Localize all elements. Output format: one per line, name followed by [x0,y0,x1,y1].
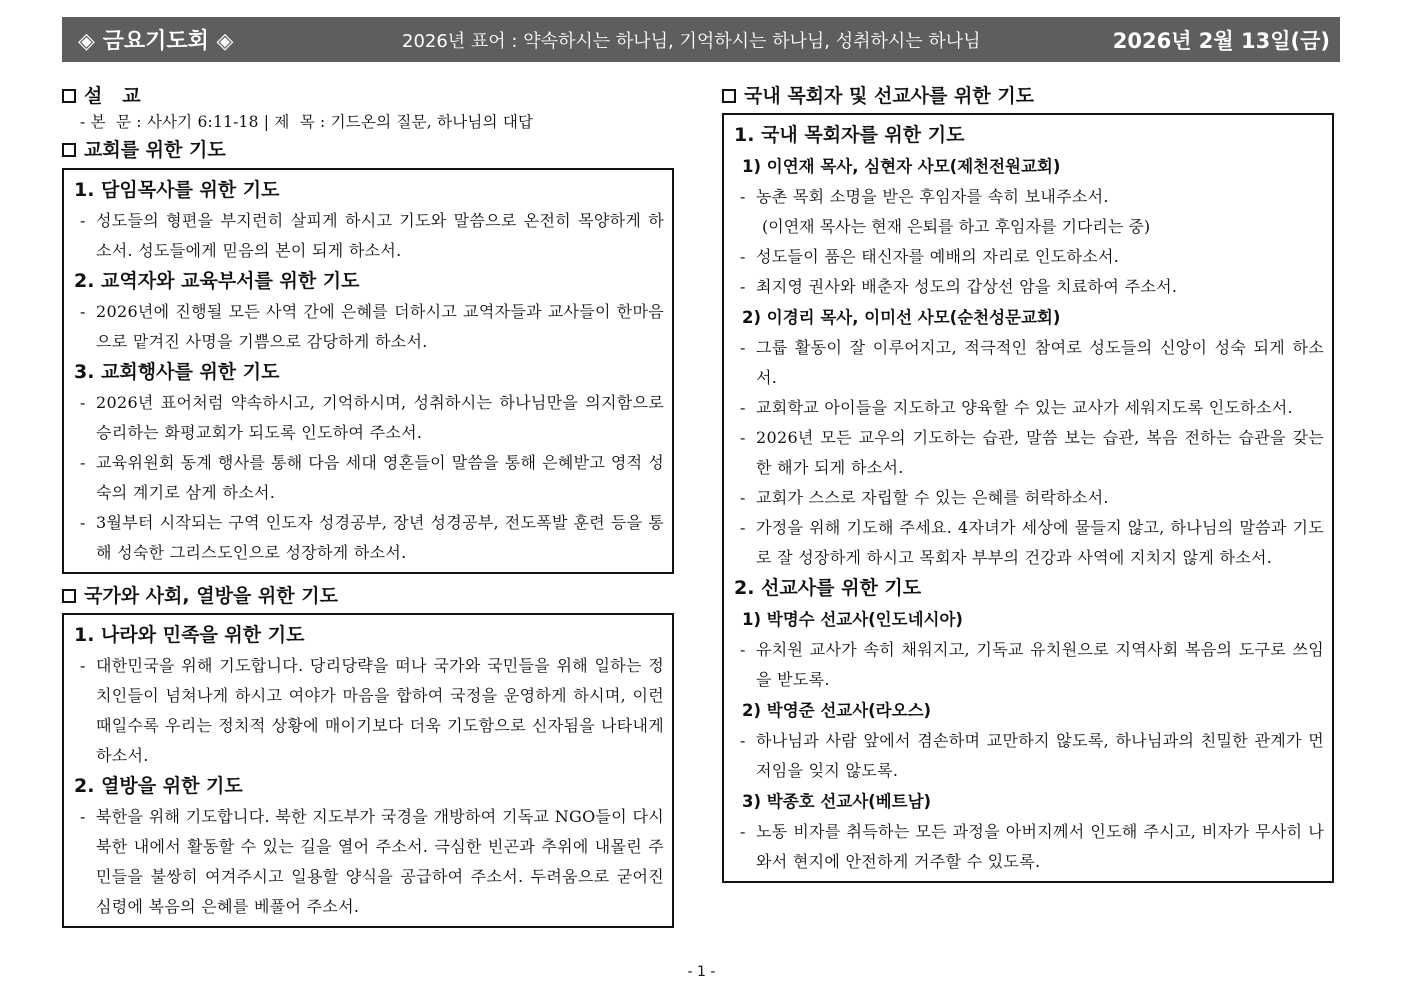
sermon-heading: 설 교 [62,82,674,110]
list-item: - 노동 비자를 취득하는 모든 과정을 아버지께서 인도해 주시고, 비자가 무사히 나와서 현지에 안전하게 거주할 수 있도록. [740,822,1324,871]
page-number: - 1 - [687,964,716,980]
list-item: - 교육위원회 동계 행사를 통해 다음 세대 영혼들이 말씀을 통해 은혜받고 영적 성숙의 계기로 삼게 하소서. [80,453,664,502]
note-text: (이연재 목사는 현재 은퇴를 하고 후임자를 기다리는 중) [762,217,1151,236]
section-title: 2. 교역자와 교육부서를 위한 기도 [74,270,360,292]
list-item: - 그룹 활동이 잘 이루어지고, 적극적인 참여로 성도들의 신앙이 성숙 되게 하소서. [740,338,1324,387]
list-item: - 가정을 위해 기도해 주세요. 4자녀가 세상에 물들지 않고, 하나님의 말씀과 기도로 잘 성장하게 하시고 목회자 부부의 건강과 사역에 지치지 않게 하소서. [740,518,1324,567]
pastor-name: 2) 이경리 목사, 이미선 사모(순천성문교회) [742,308,1061,327]
page-header [62,17,1340,62]
section-title: 1. 담임목사를 위한 기도 [74,179,280,201]
section-title: 2. 열방을 위한 기도 [74,775,243,797]
list-item: - 3월부터 시작되는 구역 인도자 성경공부, 장년 성경공부, 전도폭발 훈련 등을 통해 성숙한 그리스도인으로 성장하게 하소서. [80,513,664,562]
list-item: - 유치원 교사가 속히 채워지고, 기독교 유치원으로 지역사회 복음의 도구로 쓰임을 받도록. [740,640,1324,689]
section-title: 3. 교회행사를 위한 기도 [74,361,280,383]
list-item: - 교회가 스스로 자립할 수 있는 은혜를 허락하소서. [740,488,1109,507]
missionary-name: 2) 박영준 선교사(라오스) [742,701,932,720]
list-item: - 교회학교 아이들을 지도하고 양육할 수 있는 교사가 세워지도록 인도하소서. [740,398,1293,417]
nation-heading: 국가와 사회, 열방을 위한 기도 [62,582,674,610]
list-item: - 2026년 모든 교우의 기도하는 습관, 말씀 보는 습관, 복음 전하는 습관을 갖는 한 해가 되게 하소서. [740,428,1324,477]
header-motto: 2026년 표어 : 약속하시는 하나님, 기억하시는 하나님, 성취하시는 하나님 [402,30,981,52]
list-item: - 성도들이 품은 태신자를 예배의 자리로 인도하소서. [740,247,1120,266]
pastor-name: 1) 이연재 목사, 심현자 사모(제천전원교회) [742,157,1061,176]
checkbox-square-icon [62,143,76,157]
church-prayer-box [62,168,674,574]
section-title: 1. 국내 목회자를 위한 기도 [734,124,965,146]
missionary-name: 3) 박종호 선교사(베트남) [742,792,932,811]
sermon-passage: - 본 문 : 사사기 6:11-18 | 제 목 : 기드온의 질문, 하나님의 대답 [80,113,534,131]
checkbox-square-icon [62,89,76,103]
church-heading: 교회를 위한 기도 [62,136,674,164]
list-item: - 성도들의 형편을 부지런히 살피게 하시고 기도와 말씀으로 온전히 목양하게 하소서. 성도들에게 믿음의 본이 되게 하소서. [80,211,664,260]
list-item: - 대한민국을 위해 기도합니다. 당리당략을 떠나 국가와 국민들을 위해 일하는 정치인들이 넘쳐나게 하시고 여야가 마음을 합하여 국정을 운영하게 하시며, 이런 때일수록 우리는 정치적 상황에 매이기보다 더욱 기도함으로 신자됨을 나타내게 하소서. [80,656,664,765]
checkbox-square-icon [722,89,736,103]
nation-prayer-box [62,613,674,928]
list-item: - 2026년에 진행될 모든 사역 간에 은혜를 더하시고 교역자들과 교사들이 한마음으로 맡겨진 사명을 기쁨으로 감당하게 하소서. [80,302,664,351]
list-item: - 최지영 권사와 배춘자 성도의 갑상선 암을 치료하여 주소서. [740,277,1178,296]
checkbox-square-icon [62,589,76,603]
left-column [62,82,674,928]
section-title: 2. 선교사를 위한 기도 [734,577,922,599]
list-item: - 하나님과 사람 앞에서 겸손하며 교만하지 않도록, 하나님과의 친밀한 관계가 먼저임을 잊지 않도록. [740,731,1324,780]
section-title: 1. 나라와 민족을 위한 기도 [74,624,305,646]
list-item: - 농촌 목회 소명을 받은 후임자를 속히 보내주소서. [740,187,1109,206]
header-title: ◈ 금요기도회 ◈ [78,29,234,54]
list-item: - 북한을 위해 기도합니다. 북한 지도부가 국경을 개방하여 기독교 NGO들이 다시 북한 내에서 활동할 수 있는 길을 열어 주소서. 극심한 빈곤과 추위에 내몰린 주민들을 불쌍히 여겨주시고 일용할 양식을 공급하여 주소서. 두려움으로 굳어진 심령에 복음의 은혜를 베풀어 주소서. [80,807,664,916]
list-item: - 2026년 표어처럼 약속하시고, 기억하시며, 성취하시는 하나님만을 의지함으로 승리하는 화평교회가 되도록 인도하여 주소서. [80,393,664,442]
missionary-name: 1) 박명수 선교사(인도네시아) [742,610,963,629]
missions-prayer-box [722,113,1334,883]
header-date: 2026년 2월 13일(금) [1112,28,1330,53]
missions-heading: 국내 목회자 및 선교사를 위한 기도 [722,82,1334,110]
right-column [722,82,1334,883]
